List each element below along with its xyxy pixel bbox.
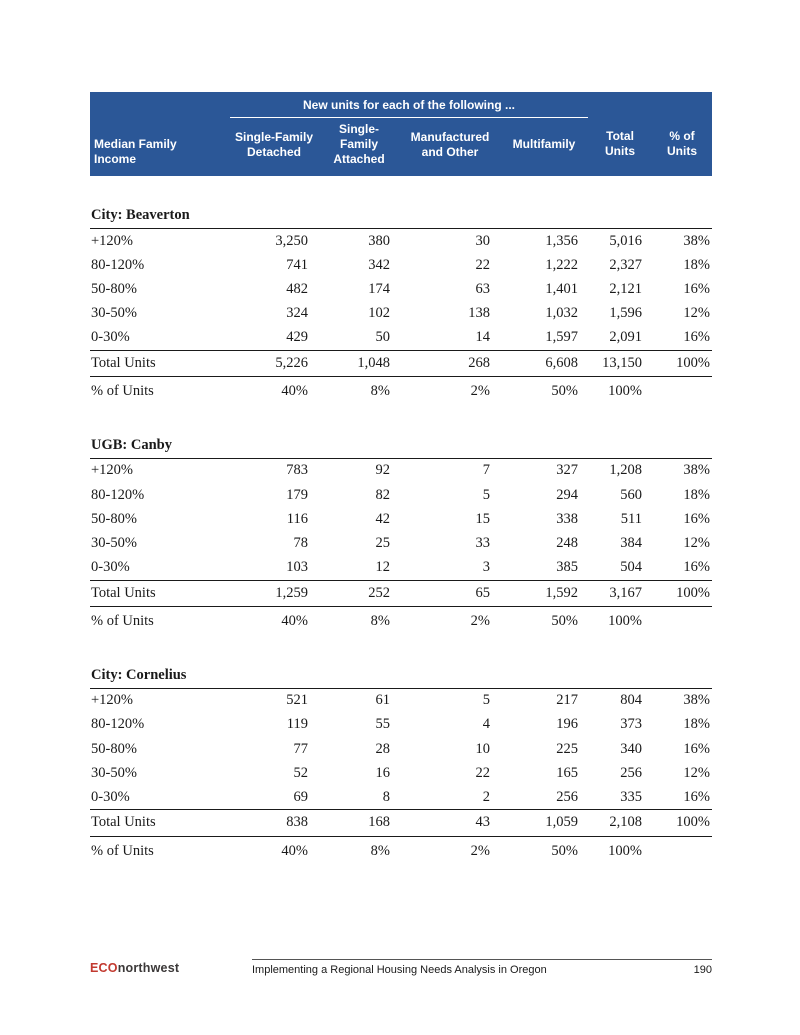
section-spacer xyxy=(90,406,712,432)
unit-count-cell: 165 xyxy=(556,764,579,781)
unit-count-cell: 12% xyxy=(683,764,711,781)
unit-count-cell: 2,327 xyxy=(609,256,643,273)
page-number: 190 xyxy=(693,964,712,976)
col-header-single-family-attached: Single-Family Attached xyxy=(318,118,400,177)
unit-count-cell: 16% xyxy=(683,558,711,575)
unit-count-cell: 28 xyxy=(375,740,390,757)
pct-units-cell: 8% xyxy=(370,842,390,859)
logo-eco-text: ECO xyxy=(90,961,118,975)
unit-count-cell: 63 xyxy=(475,280,490,297)
total-units-cell: 13,150 xyxy=(588,350,652,376)
unit-count-cell: 7 xyxy=(482,462,490,479)
unit-count-cell: 338 xyxy=(556,510,579,527)
unit-count-cell: 1,596 xyxy=(609,304,643,321)
unit-count-cell: 429 xyxy=(286,329,308,346)
unit-count-cell: 560 xyxy=(620,486,643,503)
pct-units-label: % of Units xyxy=(91,382,154,399)
unit-count-cell: 16% xyxy=(683,788,711,805)
income-row xyxy=(90,483,712,507)
total-units-cell: 43 xyxy=(400,810,500,836)
unit-count-cell: 342 xyxy=(368,256,390,273)
total-units-cell: 100% xyxy=(652,810,712,836)
total-units-cell: 2,108 xyxy=(588,810,652,836)
unit-count-cell: 38% xyxy=(683,232,711,249)
pct-units-cell xyxy=(652,376,712,406)
income-row xyxy=(90,688,712,713)
pct-units-cell: 8% xyxy=(370,612,390,629)
spacer-cell xyxy=(90,406,712,432)
unit-count-cell: 25 xyxy=(375,534,390,551)
unit-count-cell: 1,597 xyxy=(545,329,579,346)
section-title-row xyxy=(90,662,712,689)
col-header-pct-units: % of Units xyxy=(652,118,712,177)
pct-units-cell: 2% xyxy=(470,382,490,399)
pct-units-cell xyxy=(652,836,712,866)
pct-units-row xyxy=(90,836,712,866)
unit-count-cell: 12% xyxy=(683,534,711,551)
income-row-label: 0-30% xyxy=(91,788,130,805)
unit-count-cell: 804 xyxy=(620,692,643,709)
unit-count-cell: 116 xyxy=(286,510,308,527)
total-units-label: Total Units xyxy=(90,350,230,376)
income-row-label: 0-30% xyxy=(91,558,130,575)
unit-count-cell: 16 xyxy=(375,764,390,781)
income-row-label: 30-50% xyxy=(91,764,137,781)
unit-count-cell: 55 xyxy=(375,716,390,733)
income-row-label: 80-120% xyxy=(91,716,145,733)
unit-count-cell: 8 xyxy=(382,788,390,805)
income-row-label: +120% xyxy=(91,462,134,479)
income-row-label: 80-120% xyxy=(91,256,145,273)
unit-count-cell: 511 xyxy=(620,510,643,527)
col-header-single-family-detached: Single-Family Detached xyxy=(230,118,318,177)
unit-count-cell: 22 xyxy=(475,764,490,781)
pct-units-cell: 40% xyxy=(281,382,308,399)
pct-units-cell: 50% xyxy=(551,382,579,399)
income-row-label: 50-80% xyxy=(91,280,137,297)
total-units-cell: 65 xyxy=(400,580,500,606)
unit-count-cell: 256 xyxy=(620,764,643,781)
unit-count-cell: 179 xyxy=(286,486,308,503)
total-units-label: Total Units xyxy=(90,580,230,606)
unit-count-cell: 10 xyxy=(475,740,490,757)
unit-count-cell: 102 xyxy=(368,304,390,321)
total-units-row xyxy=(90,810,712,836)
unit-count-cell: 335 xyxy=(620,788,643,805)
econorthwest-logo xyxy=(90,959,252,975)
pct-units-row xyxy=(90,606,712,636)
unit-count-cell: 30 xyxy=(475,232,490,249)
total-units-cell: 838 xyxy=(230,810,318,836)
col-header-manufactured: Manufactured and Other xyxy=(400,118,500,177)
total-units-cell: 6,608 xyxy=(500,350,588,376)
pct-units-cell: 100% xyxy=(608,382,643,399)
income-row-label: 50-80% xyxy=(91,740,137,757)
total-units-cell: 5,226 xyxy=(230,350,318,376)
section-title: City: Cornelius xyxy=(90,662,712,689)
income-row-label: 80-120% xyxy=(91,486,145,503)
unit-count-cell: 2 xyxy=(482,788,490,805)
income-row xyxy=(90,458,712,483)
unit-count-cell: 5 xyxy=(482,486,490,503)
income-row xyxy=(90,507,712,531)
header-blank-right xyxy=(588,92,712,118)
section-title-row xyxy=(90,432,712,459)
spacer-cell xyxy=(90,176,712,202)
unit-count-cell: 38% xyxy=(683,462,711,479)
pct-units-cell: 2% xyxy=(470,842,490,859)
spacer-cell xyxy=(90,636,712,662)
section-title: UGB: Canby xyxy=(90,432,712,459)
section-spacer xyxy=(90,176,712,202)
unit-count-cell: 384 xyxy=(620,534,643,551)
unit-count-cell: 22 xyxy=(475,256,490,273)
unit-count-cell: 324 xyxy=(286,304,308,321)
pct-units-row xyxy=(90,376,712,406)
unit-count-cell: 1,208 xyxy=(609,462,643,479)
unit-count-cell: 248 xyxy=(556,534,579,551)
unit-count-cell: 42 xyxy=(375,510,390,527)
unit-count-cell: 380 xyxy=(368,232,390,249)
footer-rule xyxy=(252,959,712,976)
total-units-cell: 1,259 xyxy=(230,580,318,606)
income-row xyxy=(90,301,712,325)
unit-count-cell: 741 xyxy=(286,256,308,273)
unit-count-cell: 256 xyxy=(556,788,579,805)
unit-count-cell: 2,091 xyxy=(609,329,643,346)
pct-units-cell: 40% xyxy=(281,842,308,859)
unit-count-cell: 119 xyxy=(286,716,308,733)
pct-units-cell: 2% xyxy=(470,612,490,629)
unit-count-cell: 1,032 xyxy=(545,304,579,321)
income-row-label: +120% xyxy=(91,692,134,709)
unit-count-cell: 16% xyxy=(683,740,711,757)
pct-units-cell: 50% xyxy=(551,612,579,629)
unit-count-cell: 521 xyxy=(286,692,308,709)
unit-count-cell: 2,121 xyxy=(609,280,643,297)
unit-count-cell: 3 xyxy=(482,558,490,575)
pct-units-cell: 100% xyxy=(608,612,643,629)
pct-units-cell xyxy=(652,606,712,636)
unit-count-cell: 1,222 xyxy=(545,256,579,273)
unit-count-cell: 1,401 xyxy=(545,280,579,297)
total-units-cell: 100% xyxy=(652,580,712,606)
unit-count-cell: 3,250 xyxy=(275,232,308,249)
unit-count-cell: 18% xyxy=(683,256,711,273)
unit-count-cell: 18% xyxy=(683,716,711,733)
unit-count-cell: 103 xyxy=(286,558,308,575)
unit-count-cell: 52 xyxy=(293,764,308,781)
group-header: New units for each of the following ... xyxy=(230,92,588,118)
pct-units-cell: 8% xyxy=(370,382,390,399)
unit-count-cell: 12 xyxy=(375,558,390,575)
table-body xyxy=(90,176,712,866)
unit-count-cell: 783 xyxy=(286,462,308,479)
table-header xyxy=(90,92,712,176)
unit-count-cell: 1,356 xyxy=(545,232,579,249)
income-row-label: 0-30% xyxy=(91,329,130,346)
unit-count-cell: 38% xyxy=(683,692,711,709)
income-row xyxy=(90,277,712,301)
unit-count-cell: 12% xyxy=(683,304,711,321)
col-header-total-units: Total Units xyxy=(588,118,652,177)
unit-count-cell: 5,016 xyxy=(609,232,643,249)
unit-count-cell: 92 xyxy=(375,462,390,479)
unit-count-cell: 61 xyxy=(375,692,390,709)
footer-document-title: Implementing a Regional Housing Needs Analysis in Oregon xyxy=(252,964,547,976)
total-units-row xyxy=(90,350,712,376)
header-blank-left xyxy=(90,92,230,118)
unit-count-cell: 294 xyxy=(556,486,579,503)
unit-count-cell: 138 xyxy=(468,304,490,321)
total-units-cell: 168 xyxy=(318,810,400,836)
total-units-cell: 1,059 xyxy=(500,810,588,836)
unit-count-cell: 504 xyxy=(620,558,643,575)
unit-count-cell: 4 xyxy=(482,716,490,733)
income-row xyxy=(90,229,712,254)
group-header-row xyxy=(90,92,712,118)
total-units-cell: 3,167 xyxy=(588,580,652,606)
section-spacer xyxy=(90,636,712,662)
total-units-cell: 100% xyxy=(652,350,712,376)
pct-units-label: % of Units xyxy=(91,612,154,629)
income-row xyxy=(90,555,712,580)
unit-count-cell: 327 xyxy=(556,462,579,479)
unit-count-cell: 174 xyxy=(368,280,390,297)
total-units-cell: 1,592 xyxy=(500,580,588,606)
col-header-income-label: Median Family Income xyxy=(94,137,177,166)
column-header-row xyxy=(90,118,712,177)
section-title-row xyxy=(90,202,712,229)
income-row-label: +120% xyxy=(91,232,134,249)
unit-count-cell: 482 xyxy=(286,280,308,297)
income-row xyxy=(90,326,712,351)
total-units-row xyxy=(90,580,712,606)
income-row-label: 50-80% xyxy=(91,510,137,527)
unit-count-cell: 69 xyxy=(293,788,308,805)
unit-count-cell: 78 xyxy=(293,534,308,551)
pct-units-label: % of Units xyxy=(91,842,154,859)
unit-count-cell: 217 xyxy=(556,692,579,709)
unit-count-cell: 33 xyxy=(475,534,490,551)
unit-count-cell: 16% xyxy=(683,329,711,346)
income-row-label: 30-50% xyxy=(91,304,137,321)
section-title: City: Beaverton xyxy=(90,202,712,229)
total-units-cell: 1,048 xyxy=(318,350,400,376)
unit-count-cell: 5 xyxy=(482,692,490,709)
unit-count-cell: 18% xyxy=(683,486,711,503)
pct-units-cell: 100% xyxy=(608,842,643,859)
unit-count-cell: 50 xyxy=(375,329,390,346)
pct-units-cell: 50% xyxy=(551,842,579,859)
income-row xyxy=(90,531,712,555)
income-row xyxy=(90,253,712,277)
unit-count-cell: 14 xyxy=(475,329,490,346)
income-row xyxy=(90,761,712,785)
logo-northwest-text: northwest xyxy=(117,961,180,975)
income-row xyxy=(90,737,712,761)
unit-count-cell: 373 xyxy=(620,716,643,733)
unit-count-cell: 225 xyxy=(556,740,579,757)
income-row xyxy=(90,785,712,810)
total-units-label: Total Units xyxy=(90,810,230,836)
unit-count-cell: 15 xyxy=(475,510,490,527)
total-units-cell: 252 xyxy=(318,580,400,606)
housing-units-table xyxy=(90,92,712,866)
unit-count-cell: 77 xyxy=(293,740,308,757)
income-row xyxy=(90,713,712,737)
unit-count-cell: 196 xyxy=(556,716,579,733)
unit-count-cell: 385 xyxy=(556,558,579,575)
col-header-income xyxy=(90,118,230,177)
total-units-cell: 268 xyxy=(400,350,500,376)
unit-count-cell: 82 xyxy=(375,486,390,503)
page-footer xyxy=(90,959,712,976)
unit-count-cell: 340 xyxy=(620,740,643,757)
unit-count-cell: 16% xyxy=(683,510,711,527)
unit-count-cell: 16% xyxy=(683,280,711,297)
income-row-label: 30-50% xyxy=(91,534,137,551)
col-header-multifamily: Multifamily xyxy=(500,118,588,177)
pct-units-cell: 40% xyxy=(281,612,308,629)
